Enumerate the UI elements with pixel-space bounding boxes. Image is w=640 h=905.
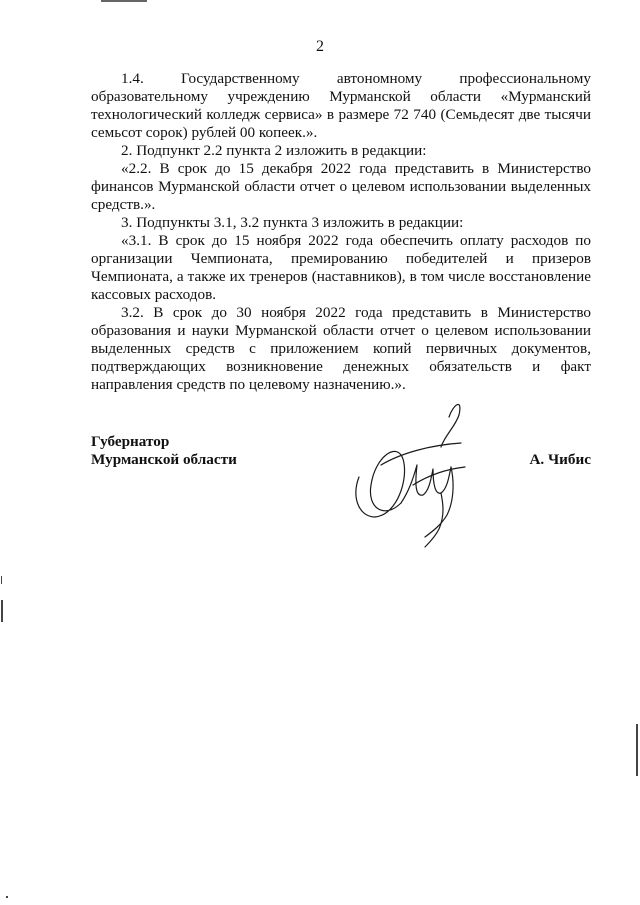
scan-edge-mark xyxy=(1,576,2,584)
paragraph-3: 3. Подпункты 3.1, 3.2 пункта 3 изложить в редакции: xyxy=(121,214,464,231)
scan-edge-mark xyxy=(1,600,3,622)
signer-title-line-1: Губернатор xyxy=(91,433,170,450)
scan-edge-mark xyxy=(6,896,8,898)
signature-block xyxy=(91,433,591,553)
handwritten-signature xyxy=(341,399,511,549)
paragraph-2-2: «2.2. В срок до 15 декабря 2022 года представить в Министерство финансов Мурманской области отчет о целевом использовании выделенных средств.». xyxy=(91,160,591,213)
scan-top-mark xyxy=(101,0,147,2)
page-number: 2 xyxy=(316,38,324,55)
signer-title-line-2: Мурманской области xyxy=(91,451,237,468)
paragraph-3-2: 3.2. В срок до 30 ноября 2022 года представить в Министерство образования и науки Мурманской области отчет о целевом использовании выделенных средств с приложением копий первичных документов, подтверждающих возникновение денежных обязательств и факт направления средств по целевому назначению.». xyxy=(91,304,591,393)
signer-title xyxy=(91,433,237,469)
paragraph-3-1: «3.1. В срок до 15 ноября 2022 года обеспечить оплату расходов по организации Чемпионата, премированию победителей и призеров Чемпионата, а также их тренеров (наставников), в том числе восстановление кассовых расходов. xyxy=(91,232,591,303)
paragraph-2: 2. Подпункт 2.2 пункта 2 изложить в редакции: xyxy=(121,142,427,159)
paragraph-1-4: 1.4. Государственному автономному профессиональному образовательному учреждению Мурманской области «Мурманский технологический колледж сервиса» в размере 72 740 (Семьдесят две тысячи семьсот сорок) рублей 00 копеек.». xyxy=(91,70,591,141)
document-body xyxy=(91,70,591,394)
scan-edge-mark xyxy=(636,724,638,776)
signer-name: А. Чибис xyxy=(529,451,591,468)
